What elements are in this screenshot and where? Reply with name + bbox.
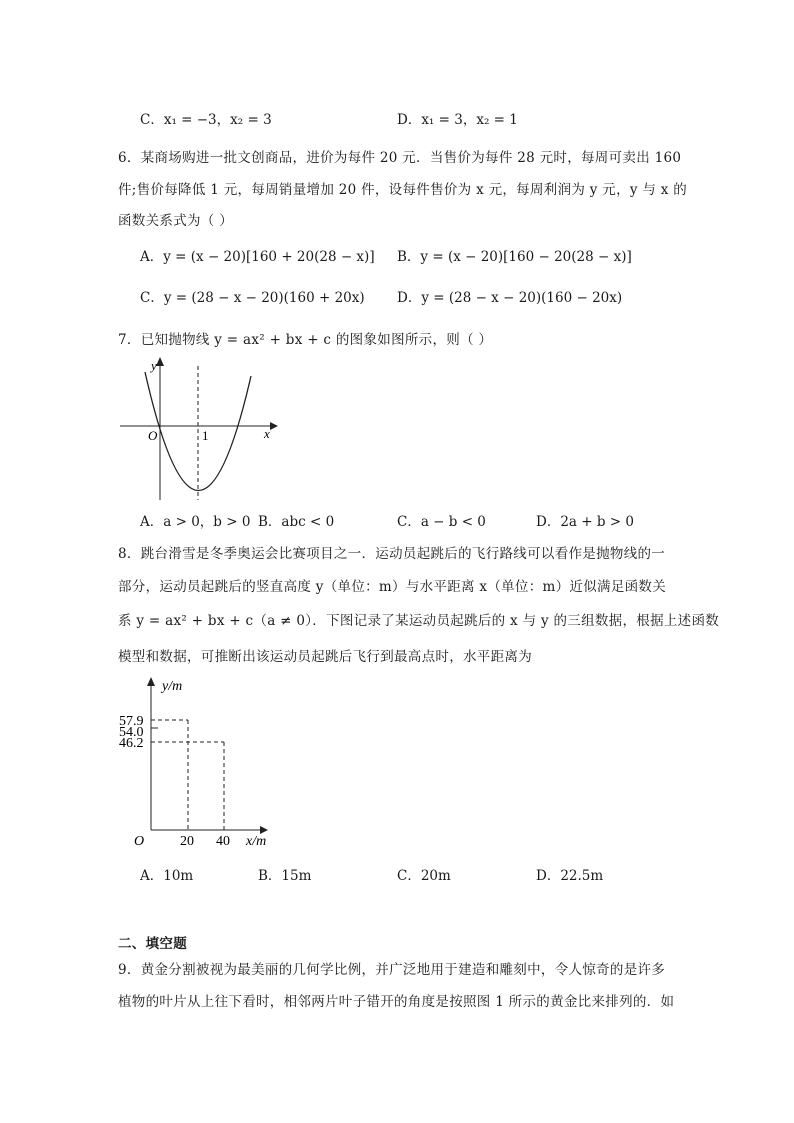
q8-y-label: y/m xyxy=(162,679,183,694)
q7-tick-one: 1 xyxy=(202,428,209,443)
q9-stem-line1: 9．黄金分割被视为最美丽的几何学比例，并广泛地用于建造和雕刻中，令人惊奇的是许多 xyxy=(118,962,666,978)
q6-stem-line1: 6．某商场购进一批文创商品，进价为每件 20 元．当售价为每件 28 元时，每周可卖出 160 xyxy=(118,150,682,166)
q8-y-tick-540: 54.0 xyxy=(119,725,144,740)
q8-stem-line3: 系 y = ax² + bx + c（a ≠ 0）．下图记录了某运动员起跳后的 x 与 y 的三组数据，根据上述函数 xyxy=(118,613,720,629)
q5-option-c: C．x₁ = −3，x₂ = 3 xyxy=(140,112,272,128)
q8-stem-line1: 8．跳台滑雪是冬季奥运会比赛项目之一．运动员起跳后的飞行路线可以看作是抛物线的一 xyxy=(118,546,666,562)
q7-stem: 7．已知抛物线 y = ax² + bx + c 的图象如图所示，则（ ） xyxy=(118,332,493,348)
q8-stem-line4: 模型和数据，可推断出该运动员起跳后飞行到最高点时，水平距离为 xyxy=(118,649,532,665)
q5-option-d: D．x₁ = 3，x₂ = 1 xyxy=(397,112,518,128)
q8-x-label: x/m xyxy=(246,834,267,849)
q8-option-c: C．20m xyxy=(397,868,451,884)
q7-option-d: D．2a + b > 0 xyxy=(536,514,634,530)
q8-option-d: D．22.5m xyxy=(536,868,604,884)
q8-option-b: B．15m xyxy=(258,868,312,884)
q6-stem-line2: 件;售价每降低 1 元，每周销量增加 20 件，设每件售价为 x 元，每周利润为 y 元，y 与 x 的 xyxy=(118,182,688,198)
q7-option-a: A．a > 0，b > 0 xyxy=(140,514,251,530)
q7-x-label: x xyxy=(264,426,270,441)
q6-option-d: D．y = (28 − x − 20)(160 − 20x) xyxy=(397,290,623,306)
q8-data-graph xyxy=(118,670,293,850)
q9-stem-line2: 植物的叶片从上往下看时，相邻两片叶子错开的角度是按照图 1 所示的黄金比来排列的．如 xyxy=(118,994,675,1010)
q6-stem-line3: 函数关系式为（ ） xyxy=(118,213,233,229)
q7-y-axis-arrow xyxy=(156,357,164,366)
q7-x-axis-arrow xyxy=(270,422,278,430)
q7-parabola-graph xyxy=(118,352,288,507)
q8-stem-line2: 部分，运动员起跳后的竖直高度 y（单位：m）与水平距离 x（单位：m）近似满足函数关 xyxy=(118,579,667,595)
q7-y-label: y xyxy=(151,358,157,373)
q6-option-b: B．y = (x − 20)[160 − 20(28 − x)] xyxy=(397,249,632,265)
q8-y-tick-579: 57.9 xyxy=(119,714,144,729)
q8-x-tick-20: 20 xyxy=(180,834,194,849)
q8-y-tick-462: 46.2 xyxy=(119,736,144,751)
q8-x-axis-arrow xyxy=(260,826,268,834)
q8-y-axis-arrow xyxy=(147,677,155,686)
q7-origin-label: O xyxy=(148,428,158,443)
q8-origin-label: O xyxy=(134,834,145,849)
q8-x-tick-40: 40 xyxy=(216,834,230,849)
section-title-fill-in: 二、填空题 xyxy=(118,936,187,952)
q7-option-c: C．a − b < 0 xyxy=(397,514,486,530)
q7-option-b: B．abc < 0 xyxy=(258,514,335,530)
q6-option-c: C．y = (28 − x − 20)(160 + 20x) xyxy=(140,290,365,306)
q6-option-a: A．y = (x − 20)[160 + 20(28 − x)] xyxy=(140,249,375,265)
q8-option-a: A．10m xyxy=(140,868,194,884)
